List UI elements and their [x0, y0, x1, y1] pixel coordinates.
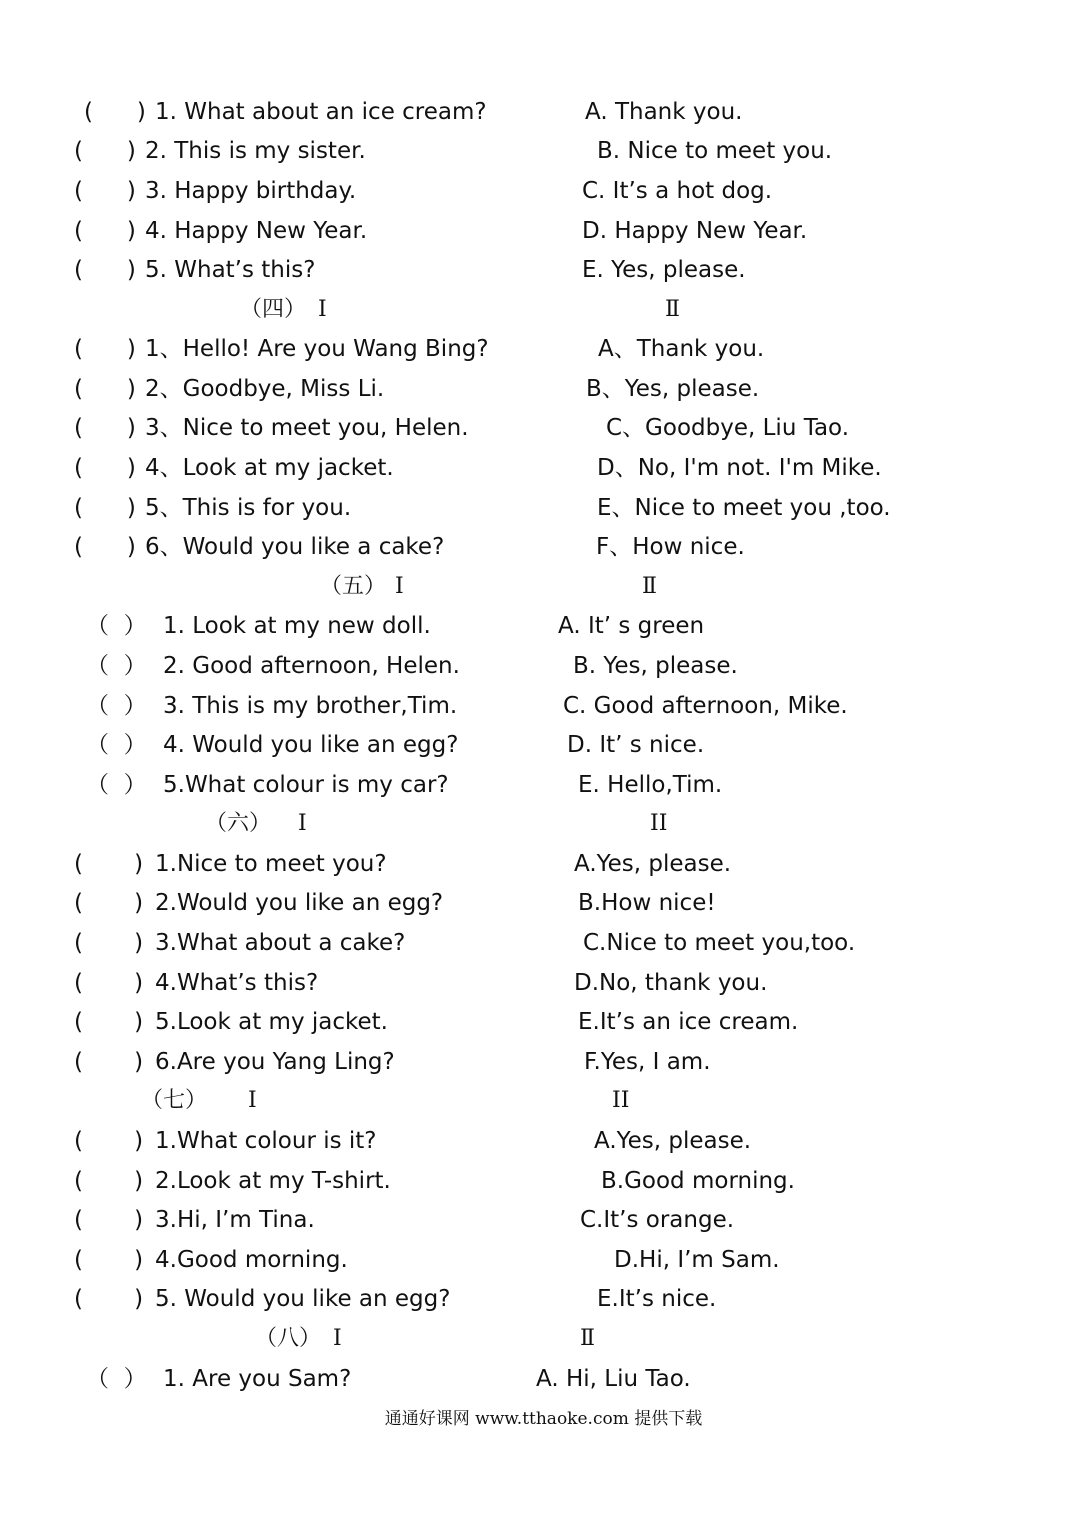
column-i-label: Ⅰ	[333, 1326, 342, 1351]
section-header	[0, 1081, 1087, 1121]
section-title: （七）	[141, 1088, 208, 1113]
answer-blank: （ ）	[86, 693, 147, 719]
column-i-label: I	[248, 1088, 257, 1113]
answer-blank: ( )	[74, 336, 136, 362]
answer-option: C、Goodbye, Liu Tao.	[606, 415, 850, 441]
question-row	[0, 963, 1087, 1003]
column-ii-label: II	[650, 811, 668, 836]
question-text: 2、Goodbye, Miss Li.	[145, 376, 385, 402]
answer-blank: ( )	[74, 1247, 144, 1273]
question-row	[0, 725, 1087, 765]
answer-option: A、Thank you.	[598, 336, 765, 362]
answer-option: A. Thank you.	[585, 99, 743, 125]
answer-blank: ( )	[74, 534, 136, 560]
question-text: 1.What colour is it?	[155, 1128, 377, 1154]
column-ii-label: II	[612, 1088, 630, 1113]
question-text: 1. Are you Sam?	[163, 1366, 352, 1392]
answer-blank: ( )	[74, 930, 144, 956]
answer-option: C.Nice to meet you,too.	[583, 930, 856, 956]
column-i-label: Ⅰ	[395, 574, 404, 599]
answer-blank: ( )	[74, 178, 136, 204]
section-header	[0, 567, 1087, 607]
question-text: 5.Look at my jacket.	[155, 1009, 388, 1035]
section-title: （五）	[320, 574, 387, 599]
answer-blank: ( )	[74, 890, 144, 916]
question-row	[0, 646, 1087, 686]
question-row	[0, 369, 1087, 409]
question-text: 4.Good morning.	[155, 1247, 348, 1273]
question-row	[0, 92, 1087, 132]
question-text: 3. This is my brother,Tim.	[163, 693, 458, 719]
question-row	[0, 408, 1087, 448]
question-text: 1. Look at my new doll.	[163, 613, 431, 639]
question-row	[0, 488, 1087, 528]
column-ii-label: Ⅱ	[642, 574, 657, 599]
column-ii-label: Ⅱ	[580, 1326, 595, 1351]
section-title: （四）	[240, 297, 307, 322]
question-text: 2.Would you like an egg?	[155, 890, 444, 916]
question-row	[0, 1200, 1087, 1240]
answer-option: F、How nice.	[596, 534, 745, 560]
question-text: 5、This is for you.	[145, 495, 352, 521]
answer-option: E.It’s an ice cream.	[578, 1009, 799, 1035]
question-text: 3.Hi, I’m Tina.	[155, 1207, 315, 1233]
answer-blank: （ ）	[86, 732, 147, 758]
question-row	[0, 1002, 1087, 1042]
answer-option: B.How nice!	[578, 890, 716, 916]
question-text: 5.What colour is my car?	[163, 772, 449, 798]
page-footer: 通通好课网 www.tthaoke.com 提供下载	[384, 1409, 703, 1429]
question-row	[0, 329, 1087, 369]
question-text: 2. This is my sister.	[145, 138, 366, 164]
question-row	[0, 686, 1087, 726]
question-row	[0, 250, 1087, 290]
answer-option: C.It’s orange.	[580, 1207, 735, 1233]
section-header	[0, 290, 1087, 330]
answer-blank: ( )	[74, 376, 136, 402]
answer-blank: ( )	[74, 455, 136, 481]
question-row	[0, 448, 1087, 488]
question-text: 2. Good afternoon, Helen.	[163, 653, 460, 679]
answer-blank: （ ）	[86, 613, 147, 639]
answer-blank: ( )	[74, 1049, 144, 1075]
question-text: 3. Happy birthday.	[145, 178, 357, 204]
column-i-label: Ⅰ	[318, 297, 327, 322]
answer-blank: （ ）	[86, 772, 147, 798]
question-row	[0, 765, 1087, 805]
answer-blank: ( )	[74, 1009, 144, 1035]
answer-blank: ( )	[74, 218, 136, 244]
question-row	[0, 211, 1087, 251]
section-title: （八）	[255, 1326, 322, 1351]
question-row	[0, 883, 1087, 923]
question-row	[0, 131, 1087, 171]
section-title: （六）	[205, 811, 272, 836]
answer-option: E、Nice to meet you ,too.	[597, 495, 891, 521]
question-text: 6、Would you like a cake?	[145, 534, 445, 560]
question-row	[0, 1359, 1087, 1399]
answer-option: B、Yes, please.	[586, 376, 760, 402]
answer-option: D. It’ s nice.	[567, 732, 705, 758]
answer-blank: ( )	[74, 851, 144, 877]
question-row	[0, 1121, 1087, 1161]
answer-option: E. Hello,Tim.	[578, 772, 723, 798]
question-row	[0, 1279, 1087, 1319]
question-row	[0, 1240, 1087, 1280]
answer-blank: ( )	[74, 415, 136, 441]
answer-option: A. It’ s green	[558, 613, 705, 639]
question-text: 3.What about a cake?	[155, 930, 406, 956]
answer-blank: ( )	[74, 1128, 144, 1154]
answer-blank: ( )	[84, 99, 146, 125]
answer-blank: （ ）	[86, 653, 147, 679]
section-header	[0, 804, 1087, 844]
question-row	[0, 923, 1087, 963]
answer-option: B. Nice to meet you.	[597, 138, 833, 164]
answer-blank: （ ）	[86, 1366, 147, 1392]
question-row	[0, 1042, 1087, 1082]
answer-option: C. Good afternoon, Mike.	[563, 693, 848, 719]
answer-option: A.Yes, please.	[574, 851, 732, 877]
answer-option: A.Yes, please.	[594, 1128, 752, 1154]
question-text: 4.What’s this?	[155, 970, 319, 996]
question-text: 4. Happy New Year.	[145, 218, 368, 244]
question-text: 1.Nice to meet you?	[155, 851, 387, 877]
question-row	[0, 1161, 1087, 1201]
question-text: 2.Look at my T-shirt.	[155, 1168, 391, 1194]
answer-option: F.Yes, I am.	[584, 1049, 711, 1075]
answer-blank: ( )	[74, 1207, 144, 1233]
answer-option: C. It’s a hot dog.	[582, 178, 773, 204]
answer-option: D. Happy New Year.	[582, 218, 808, 244]
answer-option: E. Yes, please.	[582, 257, 746, 283]
answer-option: A. Hi, Liu Tao.	[536, 1366, 691, 1392]
answer-blank: ( )	[74, 495, 136, 521]
answer-option: D.Hi, I’m Sam.	[614, 1247, 780, 1273]
question-text: 1、Hello! Are you Wang Bing?	[145, 336, 489, 362]
column-i-label: I	[298, 811, 307, 836]
answer-option: B. Yes, please.	[573, 653, 738, 679]
question-text: 5. What’s this?	[145, 257, 316, 283]
question-text: 1. What about an ice cream?	[155, 99, 487, 125]
answer-blank: ( )	[74, 1168, 144, 1194]
answer-blank: ( )	[74, 970, 144, 996]
question-text: 3、Nice to meet you, Helen.	[145, 415, 469, 441]
section-header	[0, 1319, 1087, 1359]
answer-blank: ( )	[74, 257, 136, 283]
question-row	[0, 606, 1087, 646]
answer-option: B.Good morning.	[601, 1168, 795, 1194]
question-text: 4、Look at my jacket.	[145, 455, 394, 481]
answer-option: E.It’s nice.	[597, 1286, 717, 1312]
question-text: 6.Are you Yang Ling?	[155, 1049, 395, 1075]
answer-option: D.No, thank you.	[574, 970, 768, 996]
answer-blank: ( )	[74, 138, 136, 164]
question-row	[0, 527, 1087, 567]
question-row	[0, 844, 1087, 884]
question-text: 4. Would you like an egg?	[163, 732, 459, 758]
question-text: 5. Would you like an egg?	[155, 1286, 451, 1312]
question-row	[0, 171, 1087, 211]
column-ii-label: Ⅱ	[665, 297, 680, 322]
answer-blank: ( )	[74, 1286, 144, 1312]
answer-option: D、No, I'm not. I'm Mike.	[597, 455, 882, 481]
